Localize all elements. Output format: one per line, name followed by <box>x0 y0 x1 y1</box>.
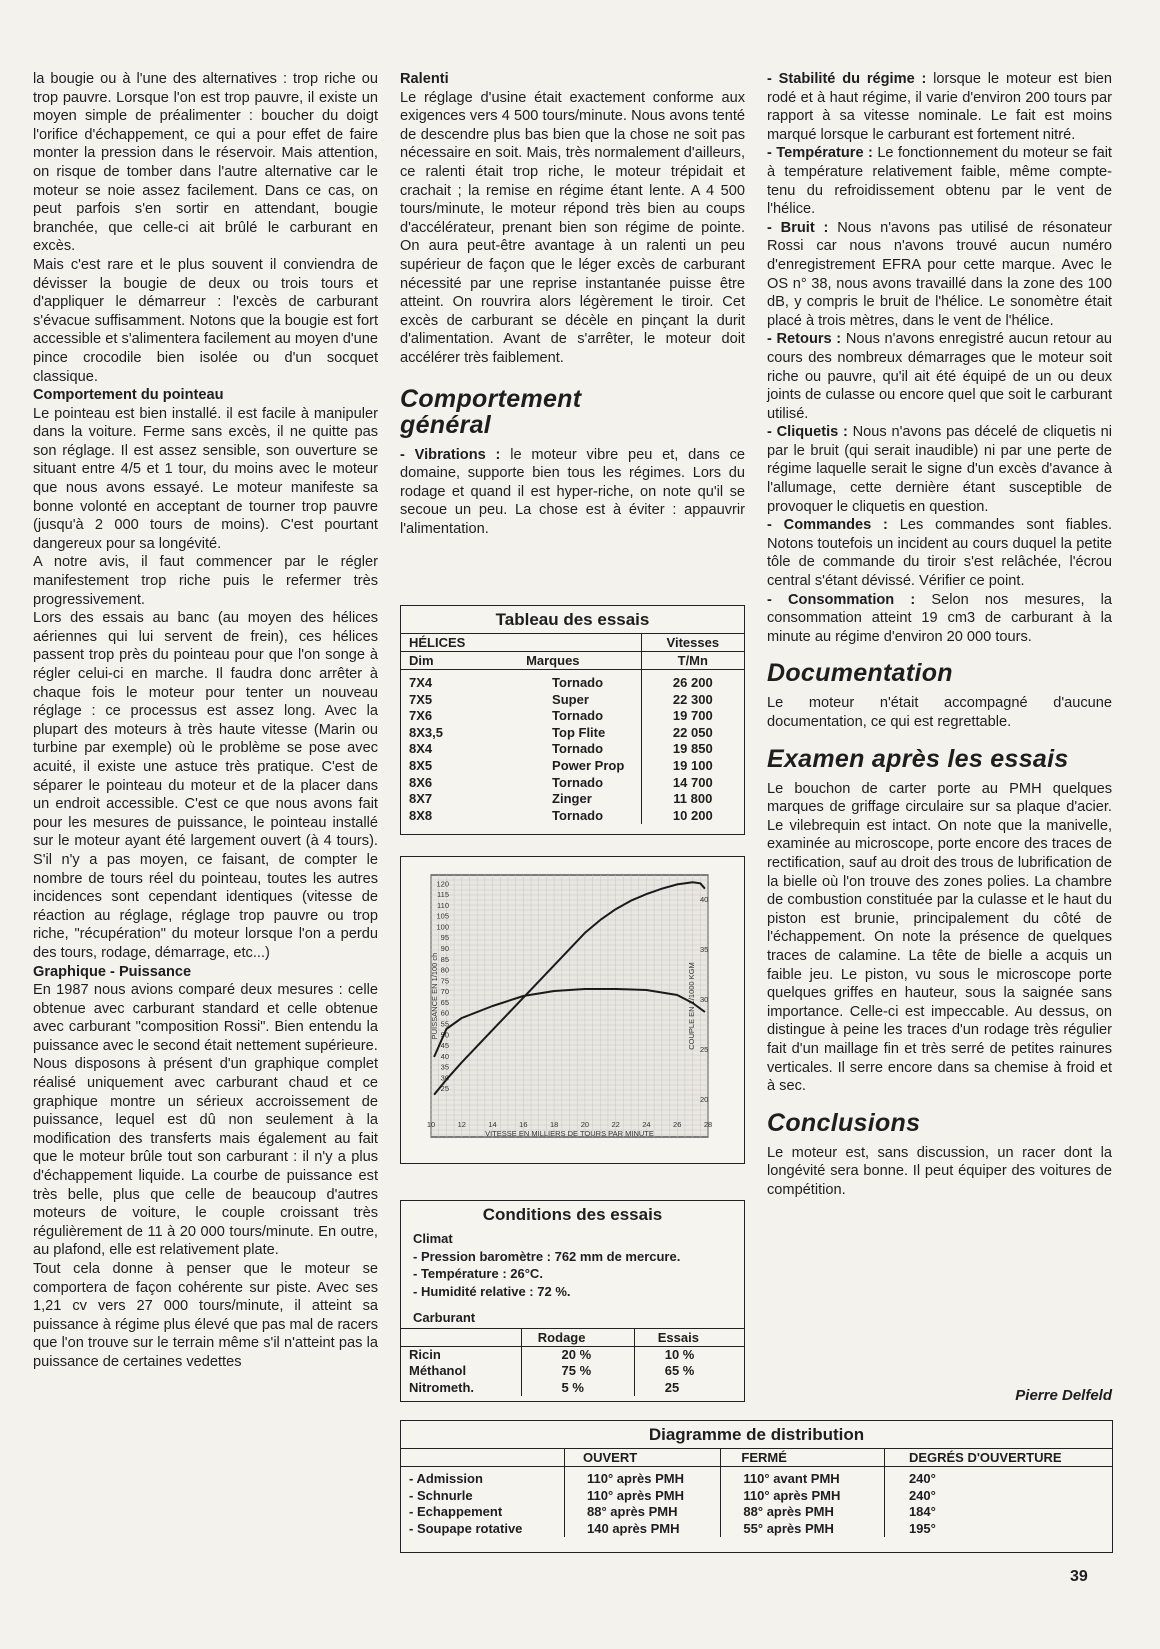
paragraph: En 1987 nous avions comparé deux mesures : celle obtenue avec carburant standard et celle obtenue avec carburant "composition Rossi". Bien entendu la puissance avec le second était nettement supérieure. <box>33 982 378 1054</box>
rodage-cell: 20 % <box>521 1346 634 1363</box>
paragraph-text: Selon nos mesures, la consommation atteint 19 cm3 de carburant à la minute au régime d'environ 20 000 tours. <box>767 591 1112 645</box>
paragraph <box>767 330 1112 423</box>
table-row <box>401 791 744 808</box>
dim-cell: 8X8 <box>409 807 433 823</box>
lead: - Stabilité du régime : <box>767 71 927 87</box>
carburant-label: Carburant <box>413 1310 476 1325</box>
lead: - Bruit : <box>767 219 829 236</box>
col-header: HÉLICES <box>409 635 466 650</box>
col-header: Rodage <box>521 1328 634 1346</box>
dim-cell: 8X3,5 <box>409 724 443 740</box>
col-header: Vitesses <box>641 634 744 652</box>
y-left-tick-label: 100 <box>436 922 449 932</box>
y-left-tick-label: 35 <box>440 1062 449 1072</box>
paragraph: la bougie ou à l'une des alternatives : trop riche ou trop pauvre. Lorsque l'on est trop pauvre, il existe un moyen simple de préalimenter : boucher du doigt l'orifice d'échappement, ce qui a pour effet de faire monter la pression dans le réservoir. Mais attention, on risque de tomber dans l'autre alternative car le moteur se noie assez facilement. Dans ce cas, on peut parfois s'en sortir en attendant, bougie branchée, que celle-ci ait brûlé le carburant en excès. <box>33 71 378 255</box>
marque-cell: Top Flite <box>552 724 606 740</box>
lead: - Commandes : <box>767 517 888 534</box>
dim-cell: 7X5 <box>409 691 433 707</box>
distribution-table <box>401 1448 1112 1537</box>
y-left-tick-label: 90 <box>440 944 449 954</box>
dim-cell: 8X5 <box>409 757 433 773</box>
marque-cell: Tornado <box>552 741 604 757</box>
tableau-des-essais <box>400 605 745 835</box>
dim-cell: 8X4 <box>409 741 433 757</box>
carburant-table <box>401 1328 744 1397</box>
table-row <box>401 1471 1112 1488</box>
paragraph: Tout cela donne à penser que le moteur se comportera de façon cohérente sur piste. Avec ses 1,21 cv vers 27 000 tours/minute, il atteint sa puissance à régime plus élevé que pas mal de racers que l'on trouve sur le terrain même s'il n'atteint pas la puissance de certaines vedettes <box>33 1261 378 1370</box>
essais-cell: 65 % <box>634 1363 744 1380</box>
table-row <box>401 775 744 792</box>
ferme-cell: 110° avant PMH <box>721 1471 885 1488</box>
vitesse-cell: 19 100 <box>641 758 744 775</box>
col-header-empty <box>401 1328 521 1346</box>
vitesse-cell: 19 850 <box>641 741 744 758</box>
essais-cell: 25 <box>634 1380 744 1397</box>
section-title-documentation: Documentation <box>767 659 953 688</box>
y-left-tick-label: 110 <box>437 900 449 910</box>
x-tick-label: 24 <box>642 1120 651 1129</box>
port-name-cell: - Admission <box>409 1471 483 1486</box>
conditions-title: Conditions des essais <box>482 1205 663 1224</box>
port-name-cell: - Soupape rotative <box>409 1520 523 1536</box>
paragraph: Le pointeau est bien installé. il est facile à manipuler dans la voiture. Ferme sans excès, il ne quitte pas son réglage. Il est assez sensible, son ouverture se situant entre 4/5 et 1 tour, du moins avec le moteur que nous avons essayé. Le moteur manifeste sa bonne volonté en acceptant de tourner trop pauvre (jusqu'à 2 000 tours de moins). C'est pourtant dangereux pour sa longévité. <box>33 405 378 552</box>
y-left-tick-label: 85 <box>440 954 449 964</box>
col-header-empty <box>401 1449 565 1467</box>
paragraph <box>767 591 1112 647</box>
section-title-conclusions: Conclusions <box>767 1108 921 1137</box>
y-left-tick-label: 30 <box>440 1073 449 1083</box>
y-left-tick-label: 105 <box>436 911 449 921</box>
col-header: FERMÉ <box>721 1449 885 1467</box>
table-row <box>401 758 744 775</box>
lead: - Température : <box>767 145 873 162</box>
ferme-cell: 55° après PMH <box>721 1521 885 1538</box>
vitesse-cell: 19 700 <box>641 708 744 725</box>
table-row <box>401 1488 1112 1505</box>
table-row <box>401 1504 1112 1521</box>
vitesse-cell: 22 050 <box>641 725 744 742</box>
conditions-des-essais <box>400 1200 745 1402</box>
author-signature: Pierre Delfeld <box>1015 1387 1112 1404</box>
port-name-cell: - Schnurle <box>409 1487 473 1503</box>
table-row <box>401 1363 744 1380</box>
ouvert-cell: 110° après PMH <box>565 1488 721 1505</box>
fuel-name-cell: Ricin <box>409 1346 441 1362</box>
table-row <box>401 808 744 825</box>
fuel-name-cell: Nitrometh. <box>409 1379 474 1395</box>
col-header: OUVERT <box>565 1449 721 1467</box>
x-tick-label: 12 <box>457 1120 466 1129</box>
vitesse-cell: 10 200 <box>641 808 744 825</box>
y-right-tick-label: 40 <box>700 895 709 904</box>
lead-vibrations: - Vibrations : <box>400 446 501 463</box>
y-right-axis-label: COUPLE EN 1/1000 KGM <box>687 962 696 1050</box>
climat-item: - Température : 26°C. <box>413 1266 543 1281</box>
subheading-ralenti: Ralenti <box>400 71 449 87</box>
power-chart <box>400 856 745 1164</box>
column-2 <box>400 70 745 538</box>
lead: - Consommation : <box>767 591 916 608</box>
subheading-pointeau: Comportement du pointeau <box>33 387 224 404</box>
page-number: 39 <box>1070 1568 1088 1585</box>
y-left-tick-label: 40 <box>440 1051 449 1061</box>
marque-cell: Tornado <box>552 774 604 790</box>
dim-cell: 7X4 <box>409 675 433 690</box>
y-left-tick-label: 65 <box>440 997 449 1007</box>
diagramme-de-distribution <box>400 1420 1113 1553</box>
ferme-cell: 88° après PMH <box>721 1504 885 1521</box>
x-tick-label: 10 <box>426 1120 436 1129</box>
table-row <box>401 1380 744 1397</box>
y-left-tick-label: 25 <box>440 1084 449 1094</box>
y-left-tick-label: 45 <box>440 1041 449 1051</box>
paragraph-text: le moteur vibre peu et, dans ce domaine, supporte bien tous les régimes. Lors du rodage et quand il est hyper-riche, on note qu'il se secoue un peu. La chose est à éviter : appauvrir l'alimentation. <box>400 446 745 537</box>
table-row <box>401 1521 1112 1538</box>
paragraph: Le réglage d'usine était exactement conforme aux exigences vers 4 500 tours/minute. Nous avons tenté de descendre plus bas bien que la chose ne soit pas nécessaire en soit. Mais, très normalement d'ailleurs, ce ralenti était trop riche, le moteur trépidait et crachait ; la remise en régime étant lente. A 4 500 tours/minute, le moteur répond très bien au coups d'accélérateur, prenant bien son régime de pointe. On aura peut-être avantage à un ralenti un peu supérieur de façon que le léger excès de carburant nécessité par une reprise instantanée puisse être atteint. On rouvrira alors légèrement le tiroir. Cet excès de carburant se décèle en pinçant la durit d'alimentation. Avant de s'arrêter, le moteur doit accélérer très faiblement. <box>400 89 745 366</box>
dim-cell: 7X6 <box>409 708 433 724</box>
degres-cell: 184° <box>884 1504 1112 1521</box>
lead: - Cliquetis : <box>767 424 848 441</box>
y-right-tick-label: 35 <box>700 945 709 954</box>
port-name-cell: - Echappement <box>409 1504 503 1520</box>
ouvert-cell: 140 après PMH <box>565 1521 721 1538</box>
vitesse-cell: 26 200 <box>641 675 744 692</box>
col-header: T/Mn <box>641 652 744 670</box>
col-header: Dim <box>409 653 434 668</box>
x-tick-label: 26 <box>673 1120 682 1129</box>
paragraph: A notre avis, il faut commencer par le régler manifestement trop riche puis le refermer très progressivement. <box>33 554 378 608</box>
y-left-tick-label: 55 <box>440 1019 449 1029</box>
paragraph: Mais c'est rare et le plus souvent il conviendra de dévisser la bougie de deux ou trois tours et d'appliquer le démarreur : l'excès de carburant s'évacue suffisamment. Notons que la bougie est fort accessible et s'alimentera facilement au moyen d'une pince crocodile bien isolée ou d'un socquet classique. <box>33 256 378 385</box>
section-title-examen: Examen après les essais <box>767 744 1069 773</box>
y-left-axis-label: PUISSANCE EN 1/100 ch <box>430 952 439 1040</box>
table-row <box>401 741 744 758</box>
climat-item: - Humidité relative : 72 %. <box>413 1283 571 1299</box>
dim-cell: 8X6 <box>409 774 433 790</box>
col-header: Marques <box>526 653 580 668</box>
marque-cell: Tornado <box>552 675 604 690</box>
y-left-tick-label: 115 <box>437 890 449 900</box>
marque-cell: Zinger <box>552 791 592 807</box>
col-header: DEGRÉS D'OUVERTURE <box>884 1449 1112 1467</box>
paragraph <box>767 423 1112 516</box>
paragraph-text: lorsque le moteur est bien rodé et à haut régime, il varie d'environ 200 tours par rapport à sa vitesse nominale. Le fait est moins marqué lorsque le carburant est fortement nitré. <box>767 71 1112 143</box>
vitesse-cell: 22 300 <box>641 692 744 709</box>
ferme-cell: 110° après PMH <box>721 1488 885 1505</box>
paragraph-text: Nous n'avons enregistré aucun retour au cours des nombreux démarrages que le moteur soit riche ou pauvre, qu'il ait été équipé de un ou deux joints de culasse ou encore quel que soit le carburant utilisé. <box>767 331 1113 422</box>
subheading-graphique: Graphique - Puissance <box>33 963 192 980</box>
y-left-tick-label: 95 <box>440 933 449 943</box>
paragraph: Le bouchon de carter porte au PMH quelques marques de griffage circulaire sur sa plaque d'acier. Le vilebrequin est intact. On note que la manivelle, examinée au microscope, porte encore des traces de rectification, sauf au droit des trous de lubrification de la bielle où l'on trouve des zones polies. La chambre de combustion constituée par la culasse et le haut du piston est brunie, principalement du côté de l'échappement. On note la présence de quelques traces de calamine. La tête de bielle a acquis un faible jeu. Le piston, vu sous le microscope porte quelques griffes en hauteur, sous la saignée sans importance. Celle-ci est impeccable. Au dessus, on distingue à peine les traces d'un rodage très régulier fait d'un maillage fin et très serré de petites rainures verticales. Il serre encore dans sa chemise à froid et à sec. <box>767 780 1112 1095</box>
paragraph <box>767 70 1112 144</box>
ouvert-cell: 110° après PMH <box>565 1471 721 1488</box>
paragraph-text: Le fonctionnement du moteur se fait à température relativement faible, même compte-tenu du refroidissement obtenu par le vent de l'hélice. <box>767 145 1112 218</box>
table-row <box>401 692 744 709</box>
paragraph <box>400 446 745 539</box>
essais-cell: 10 % <box>634 1346 744 1363</box>
y-left-tick-label: 60 <box>440 1008 449 1018</box>
y-right-tick-label: 30 <box>700 995 709 1004</box>
table-title: Tableau des essais <box>495 610 650 629</box>
marque-cell: Tornado <box>552 708 604 724</box>
climat-block <box>401 1228 744 1327</box>
x-tick-label: 22 <box>611 1120 620 1129</box>
distribution-title: Diagramme de distribution <box>648 1425 865 1444</box>
column-1 <box>33 70 378 1372</box>
column-3 <box>767 70 1112 1199</box>
paragraph-text: Nous n'avons pas utilisé de résonateur Rossi car nous n'avons trouvé aucun numéro d'enregistrement EFRA pour cette marque. Avec le OS n° 38, nous avons travaillé dans la zone des 100 dB, y compris le bruit de l'hélice. Le sonomètre était placé à trois mètres, dans le vent de l'hélice. <box>767 219 1112 329</box>
section-title-comportement: Comportement général <box>400 384 582 439</box>
climat-label: Climat <box>413 1231 453 1246</box>
rodage-cell: 5 % <box>521 1380 634 1397</box>
paragraph: Nous disposons à présent d'un graphique complet réalisé uniquement avec carburant chaud et ce graphique montre un sérieux accroissement de puissance, lequel est dû non seulement à la modification des transferts mais également au fait que le moteur brûle tout son carburant : il n'y a plus d'échappement liquide. La courbe de puissance est très belle, plus que celle de beaucoup d'autres moteurs de voiture, le couple croissant très régulièrement de 11 à 20 000 tours/minute. En outre, au plafond, elle est relativement plate. <box>33 1056 378 1259</box>
fuel-name-cell: Méthanol <box>409 1363 467 1379</box>
vitesse-cell: 14 700 <box>641 775 744 792</box>
power-torque-chart <box>401 857 744 1163</box>
paragraph: Lors des essais au banc (au moyen des hélices aériennes qui lui servent de frein), ces hélices passent trop près du pointeau pour que l'on songe à régler celui-ci en marche. Il faudra donc arrêter à chaque fois le moteur pour tenter un nouveau réglage : ce processus est assez long. Avec la plupart des moteurs à très haute vitesse (Marin ou turbine par exemple) où le problème se pose avec acuité, il existe une astuce très pratique. C'est de séparer le pointeau du moteur et de la placer dans un endroit accessible. C'est ce que nous avons fait pour les mesures de puissance, le pointeau installé sur le moteur ayant été largement ouvert (à 4 tours). S'il n'y a pas moyen, ce faisant, de compter le nombre de tours réel du pointeau, toutes les autres incidences sont cependant identiques (vitesse de réaction au réglage, réglage trop pauvre ou trop riche, "récupération" du moteur lorsque l'on a perdu des tours, rodage, démarrage, etc...) <box>33 610 378 961</box>
y-left-tick-label: 80 <box>440 965 449 975</box>
y-left-tick-label: 120 <box>436 879 449 889</box>
col-header-empty <box>497 634 641 652</box>
y-right-tick-label: 25 <box>700 1045 709 1054</box>
paragraph <box>767 144 1112 218</box>
y-right-tick-label: 20 <box>700 1095 709 1104</box>
y-left-tick-label: 70 <box>440 987 449 997</box>
paragraph-text: Nous n'avons pas décelé de cliquetis ni par le bruit (qui serait inaudible) ni par une perte de régime laquelle serait le signe d'un excès d'avance à l'allumage, cette dernière étant susceptible de provoquer le cliquetis en question. <box>767 424 1112 515</box>
marque-cell: Tornado <box>552 807 604 823</box>
degres-cell: 240° <box>884 1471 1112 1488</box>
degres-cell: 240° <box>884 1488 1112 1505</box>
paragraph <box>767 219 1112 331</box>
x-tick-label: 20 <box>580 1120 590 1129</box>
table-row <box>401 725 744 742</box>
degres-cell: 195° <box>884 1521 1112 1538</box>
y-left-tick-label: 50 <box>440 1030 449 1040</box>
paragraph: Le moteur est, sans discussion, un racer dont la longévité sera bonne. Il peut équiper des voitures de compétition. <box>767 1144 1112 1198</box>
paragraph-text: Les commandes sont fiables. Notons toutefois un incident au cours duquel la petite tôle de commande du tiroir s'est relâchée, l'écrou central s'étant dévissé. Vérifier ce point. <box>767 517 1112 590</box>
climat-item: - Pression baromètre : 762 mm de mercure. <box>413 1248 681 1264</box>
paragraph <box>767 516 1112 590</box>
rodage-cell: 75 % <box>521 1363 634 1380</box>
marque-cell: Super <box>552 691 589 707</box>
x-tick-label: 16 <box>519 1120 528 1129</box>
table-row <box>401 1346 744 1363</box>
table-row <box>401 675 744 692</box>
table-row <box>401 708 744 725</box>
dim-cell: 8X7 <box>409 791 433 807</box>
y-left-tick-label: 75 <box>440 976 449 986</box>
x-tick-label: 14 <box>488 1120 497 1129</box>
lead: - Retours : <box>767 331 842 348</box>
vitesse-cell: 11 800 <box>641 791 744 808</box>
col-header: Essais <box>634 1328 744 1346</box>
x-axis-label: VITESSE EN MILLIERS DE TOURS PAR MINUTE <box>485 1129 654 1138</box>
x-tick-label: 28 <box>703 1120 713 1129</box>
x-tick-label: 18 <box>549 1120 559 1129</box>
essais-table <box>401 633 744 824</box>
marque-cell: Power Prop <box>552 757 625 773</box>
paragraph: Le moteur n'était accompagné d'aucune documentation, ce qui est regrettable. <box>767 695 1112 730</box>
ouvert-cell: 88° après PMH <box>565 1504 721 1521</box>
